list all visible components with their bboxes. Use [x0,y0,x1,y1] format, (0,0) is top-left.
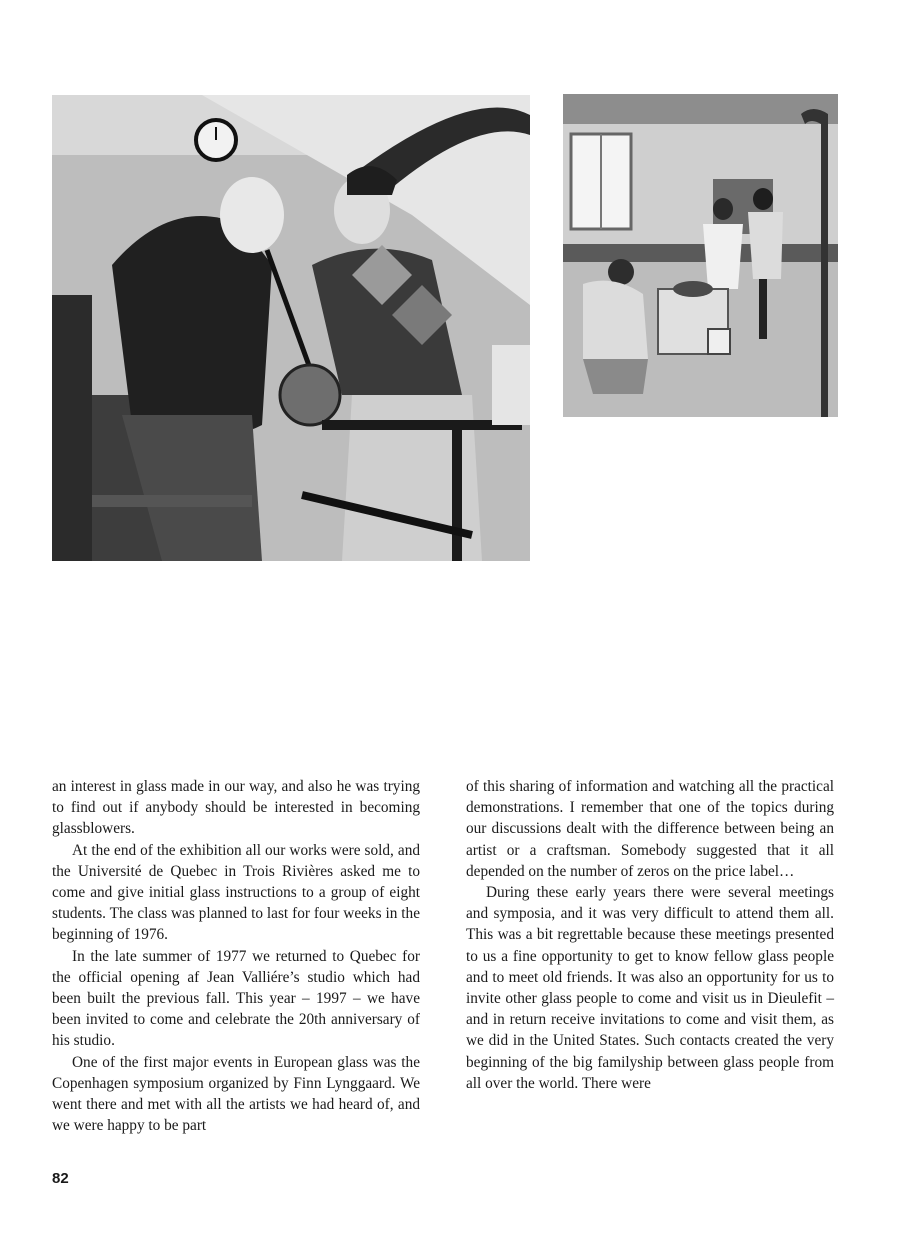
photo-workshop-illustration [563,94,838,417]
paragraph: At the end of the exhibition all our works were sold, and the Université de Quebec in Trois Rivières asked me to come and give initial glass instructions to a group of eight students. The class was planned to last for four weeks in the beginning of 1976. [52,841,420,944]
paragraph: an interest in glass made in our way, and also he was trying to find out if anybody should be interested in becoming glassblowers. [52,778,420,838]
text-column-left [52,776,420,1136]
paragraph: During these early years there were several meetings and symposia, and it was very difficult to attend them all. This was a bit regrettable because these meetings presented to us a fine opportunity to get to know fellow glass people and to meet old friends. It was also an opportunity for us to invite other glass people to come and visit us in Dieulefit – and in return receive invitations to come and visit them, as we did in the United States. Such contacts created the very beginning of the big familyship between glass people from all over the world. There were [466,884,834,1092]
photo-glassblowers-illustration [52,95,530,561]
paragraph: One of the first major events in European glass was the Copenhagen symposium organized by Finn Lynggaard. We went there and met with all the artists we had heard of, and we were happy to be part [52,1053,420,1135]
paragraph: of this sharing of information and watching all the practical demonstrations. I remember that one of the topics during our discussions dealt with the difference between being an artist or a craftsman. Somebody suggested that it all depended on the number of zeros on the price label… [466,778,834,880]
photo-glassblowers-at-bench [52,95,530,561]
page-number: 82 [52,1170,69,1187]
photo-workshop-interior [563,94,838,417]
paragraph: In the late summer of 1977 we returned to Quebec for the official opening af Jean Valliére’s studio which had been built the previous fall. This year – 1997 – we have been invited to come and celebrate the 20th anniversary of his studio. [52,947,420,1050]
text-column-right [466,776,834,1094]
